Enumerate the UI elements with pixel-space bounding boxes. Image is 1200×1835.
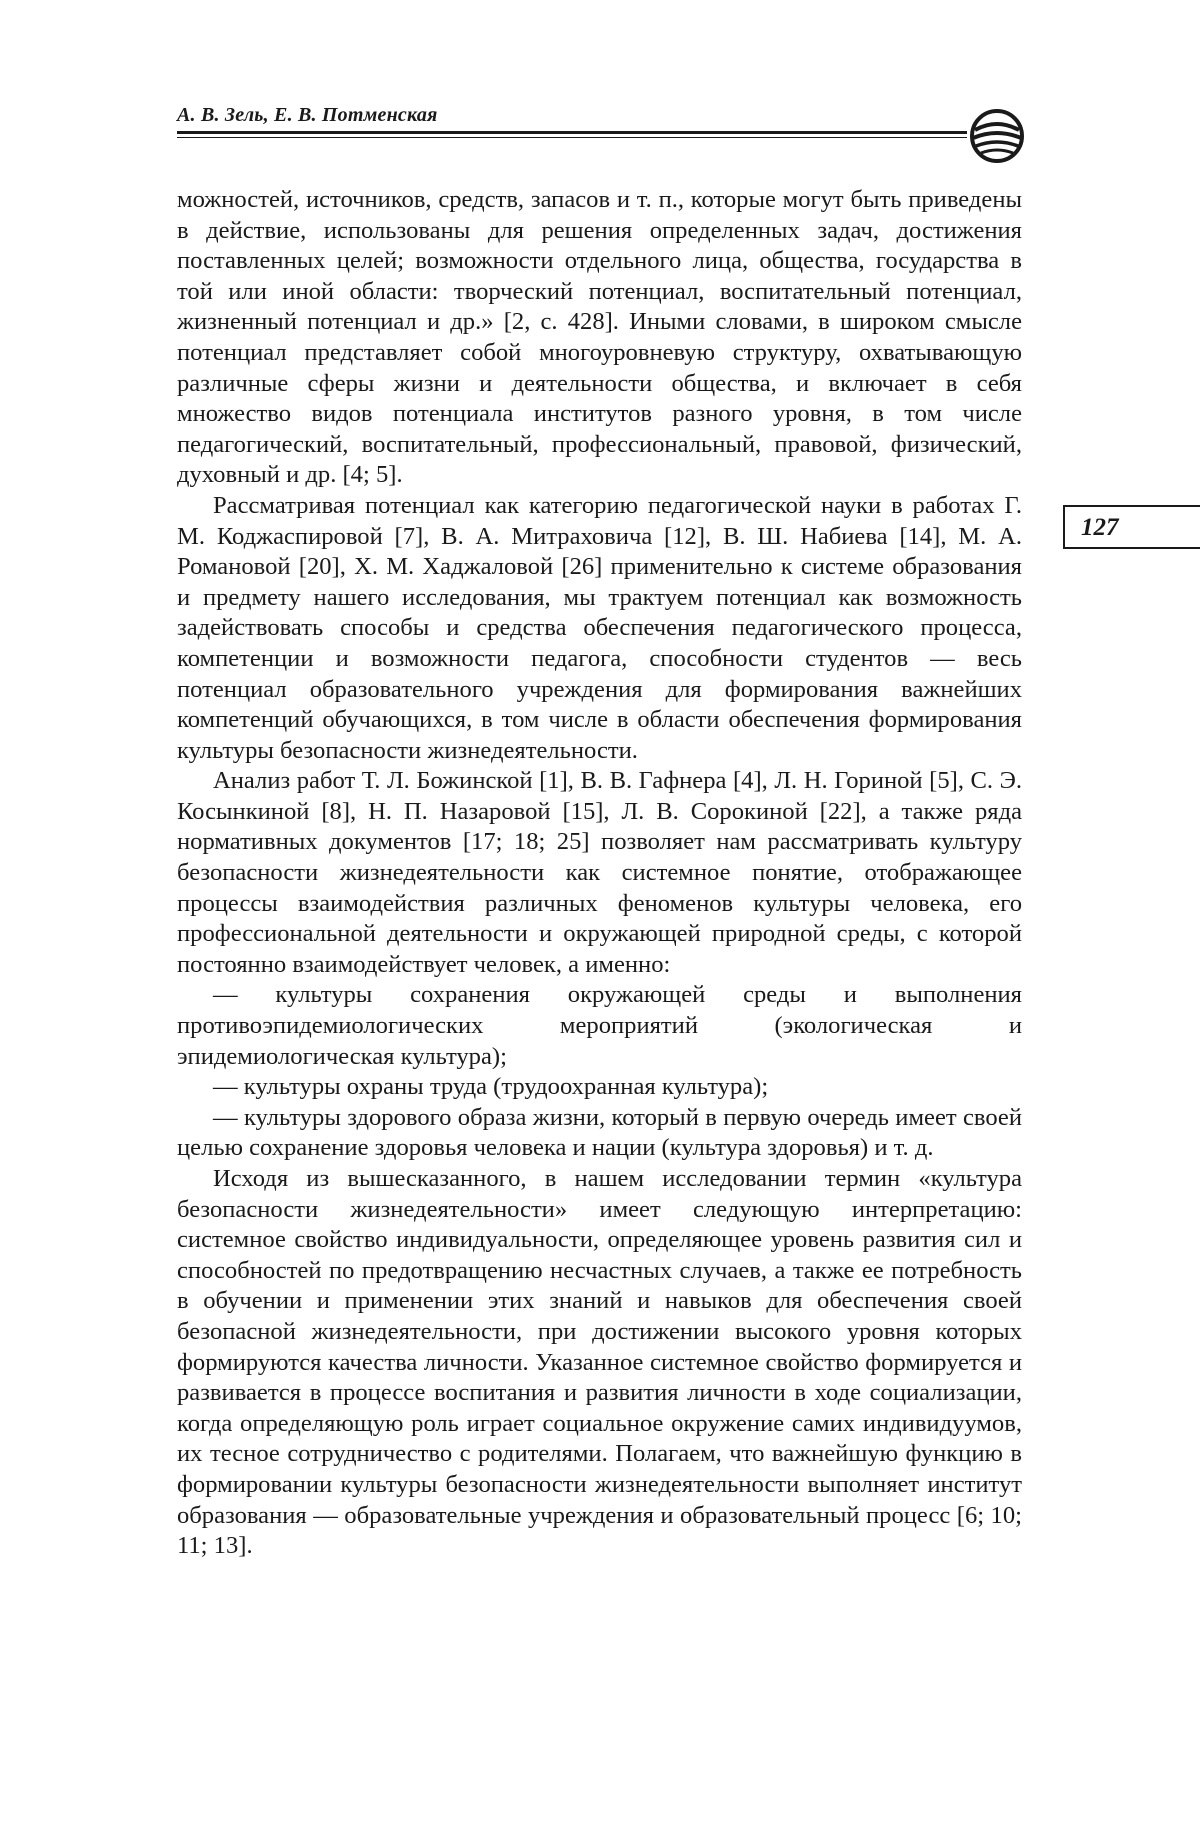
list-item: — культуры здорового образа жизни, который в первую очередь имеет своей целью сохранение здоровья человека и нации (культура здоровья) и т. д. xyxy=(177,1103,1022,1162)
list-item: — культуры сохранения окружающей среды и выполнения противоэпидемиологических мероприятий (экологическая и эпидемиологическая культура); xyxy=(177,981,1022,1070)
page-number-box xyxy=(1063,505,1200,549)
publisher-logo-icon xyxy=(967,108,1027,164)
paragraph: Исходя из вышесказанного, в нашем исследовании термин «культура безопасности жизнедеятельности» имеет следующую интерпретацию: системное свойство индивидуальности, определяющее уровень развития сил и способностей по предотвращению несчастных случаев, а также ее потребность в обучении и применении этих знаний и навыков для обеспечения своей безопасной жизнедеятельности, при достижении высокого уровня которых формируются качества личности. Указанное системное свойство формируется и развивается в процессе воспитания и развития личности в ходе социализации, когда определяющую роль играет социальное окружение самих индивидуумов, их тесное сотрудничество с родителями. Полагаем, что важнейшую функцию в формировании культуры безопасности жизнедеятельности выполняет институт образования — образовательные учреждения и образовательный процесс [6; 10; 11; 13]. xyxy=(177,1165,1022,1560)
running-head-authors: А. В. Зель, Е. В. Потменская xyxy=(177,104,438,126)
paragraph: Рассматривая потенциал как категорию педагогической науки в работах Г. М. Коджаспировой [7], В. А. Митраховича [12], В. Ш. Набиева [14], М. А. Романовой [20], Х. М. Хаджаловой [26] применительно к системе образования и предмету нашего исследования, мы трактуем потенциал как возможность задействовать способы и средства обеспечения педагогического процесса, компетенции и возможности педагога, способности студентов — весь потенциал образовательного учреждения для формирования важнейших компетенций обучающихся, в том числе в области обеспечения формирования культуры безопасности жизнедеятельности. xyxy=(177,491,1022,764)
paragraph: можностей, источников, средств, запасов и т. п., которые могут быть приведены в действие, использованы для решения определенных задач, достижения поставленных целей; возможности отдельного лица, общества, государства в той или иной области: творческий потенциал, воспитательный потенциал, жизненный потенциал и др.» [2, с. 428]. Иными словами, в широком смысле потенциал представляет собой многоуровневую структуру, охватывающую различные сферы жизни и деятельности общества, и включает в себя множество видов потенциала институтов разного уровня, в том числе педагогический, воспитательный, профессиональный, правовой, физический, духовный и др. [4; 5]. xyxy=(177,186,1022,489)
header-rule-thin xyxy=(177,137,967,138)
header-rule-thick xyxy=(177,131,967,134)
page-number: 127 xyxy=(1081,514,1119,541)
paragraph: Анализ работ Т. Л. Божинской [1], В. В. Гафнера [4], Л. Н. Гориной [5], С. Э. Косынкиной [8], Н. П. Назаровой [15], Л. В. Сорокиной [22], а также ряда нормативных документов [17; 18; 25] позволяет нам рассматривать культуру безопасности жизнедеятельности как системное понятие, отображающее процессы взаимодействия различных феноменов культуры человека, его профессиональной деятельности и окружающей природной среды, с которой постоянно взаимодействует человек, а именно: xyxy=(177,767,1022,978)
body-text xyxy=(177,185,1022,1562)
list-item: — культуры охраны труда (трудоохранная культура); xyxy=(213,1073,769,1101)
